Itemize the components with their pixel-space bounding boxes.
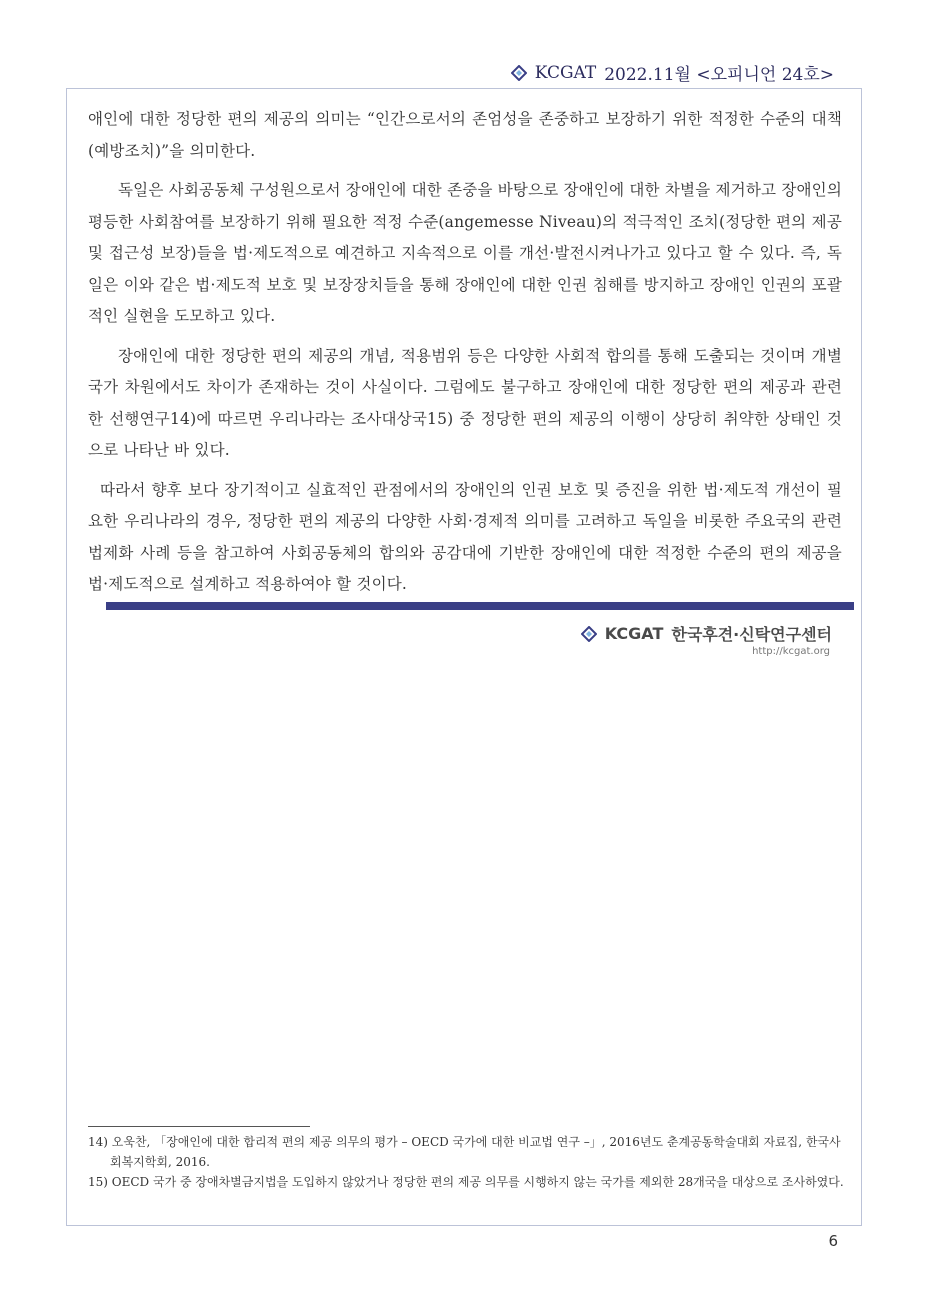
kcgat-logo-icon — [581, 626, 597, 642]
footer-org — [581, 622, 832, 645]
page-header — [511, 60, 834, 85]
footer-org-brand: KCGAT — [604, 624, 664, 643]
footer-org-name: 한국후견·신탁연구센터 — [671, 625, 832, 644]
footnote: 14) 오욱찬, 「장애인에 대한 합리적 편의 제공 의무의 평가 – OECD 국가에 대한 비교법 연구 –」, 2016년도 춘계공동학술대회 자료집, 한국사회복지학회, 2016. — [88, 1135, 841, 1169]
paragraph: 장애인에 대한 정당한 편의 제공의 개념, 적용범위 등은 다양한 사회적 합의를 통해 도출되는 것이며 개별 국가 차원에서도 차이가 존재하는 것이 사실이다. 그럼에도 불구하고 장애인에 대한 정당한 편의 제공과 관련한 선행연구14)에 따르면 우리나라는 조사대상국15) 중 정당한 편의 제공의 이행이 상당히 취약한 상태인 것으로 나타난 바 있다. — [88, 346, 842, 459]
header-issue: 2022.11월 <오피니언 24호> — [604, 65, 834, 85]
footer-divider-bar — [106, 602, 854, 610]
footnote: 15) OECD 국가 중 장애차별금지법을 도입하지 않았거나 정당한 편의 제공 의무를 시행하지 않는 국가를 제외한 28개국을 대상으로 조사하였다. — [88, 1175, 844, 1189]
header-brand: KCGAT — [534, 62, 597, 83]
footnote-divider — [88, 1126, 310, 1127]
paragraph: 따라서 향후 보다 장기적이고 실효적인 관점에서의 장애인의 인권 보호 및 증진을 위한 법·제도적 개선이 필요한 우리나라의 경우, 정당한 편의 제공의 다양한 사회·경제적 의미를 고려하고 독일을 비롯한 주요국의 관련 법제화 사례 등을 참고하여 사회공동체의 합의와 공감대에 기반한 장애인에 대한 적정한 수준의 편의 제공을 법·제도적으로 설계하고 적용하여야 할 것이다. — [88, 480, 842, 593]
kcgat-logo-icon — [511, 65, 527, 81]
page-number: 6 — [828, 1232, 838, 1250]
article-body — [88, 104, 842, 609]
footnotes — [88, 1132, 844, 1192]
paragraph: 독일은 사회공동체 구성원으로서 장애인에 대한 존중을 바탕으로 장애인에 대한 차별을 제거하고 장애인의 평등한 사회참여를 보장하기 위해 필요한 적정 수준(angemesse Niveau)의 적극적인 조치(정당한 편의 제공 및 접근성 보장)들을 법·제도적으로 예견하고 지속적으로 이를 개선·발전시켜나가고 있다고 할 수 있다. 즉, 독일은 이와 같은 법·제도적 보호 및 보장장치들을 통해 장애인에 대한 인권 침해를 방지하고 장애인 인권의 포괄적인 실현을 도모하고 있다. — [88, 181, 843, 325]
paragraph: 애인에 대한 정당한 편의 제공의 의미는 “인간으로서의 존엄성을 존중하고 보장하기 위한 적정한 수준의 대책(예방조치)”을 의미한다. — [88, 110, 842, 160]
footer-url[interactable]: http://kcgat.org — [752, 646, 830, 657]
